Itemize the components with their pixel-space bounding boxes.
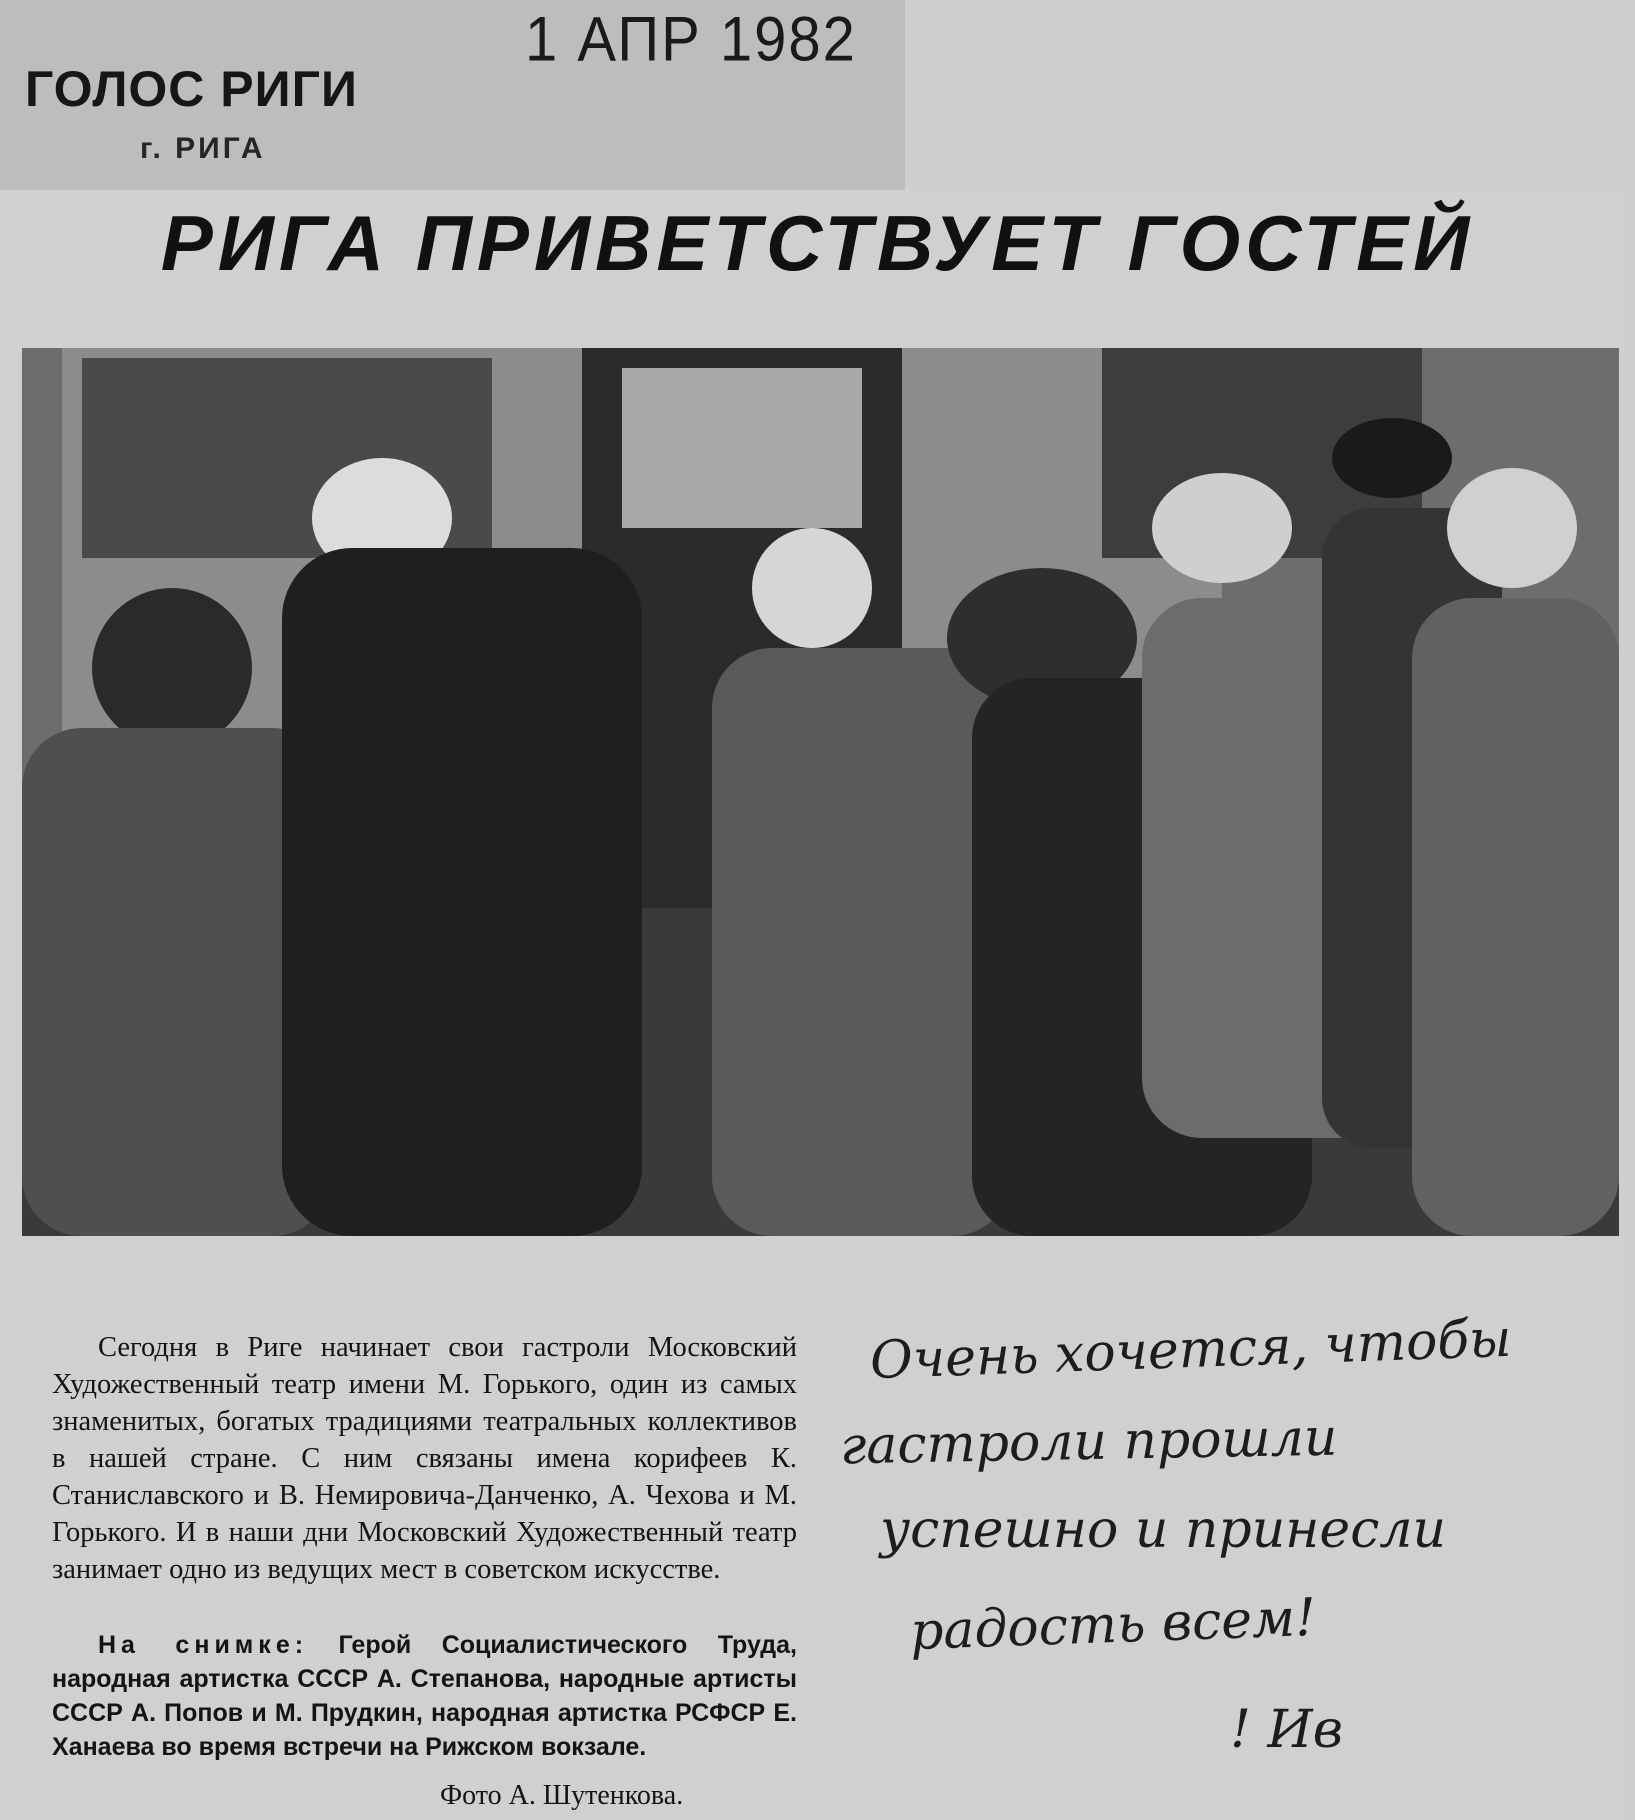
caption-lead: На снимке: bbox=[98, 1631, 309, 1659]
inscription-line: гастроли прошли bbox=[839, 1407, 1338, 1477]
inscription-line: Очень хочется, чтобы bbox=[869, 1308, 1513, 1392]
article-text: Сегодня в Риге начинает свои гастроли Московский Художественный театр имени М. Горького, один из самых знаменитых, богатых традициями театральных коллективов в нашей стране. С ним связаны имена корифеев К. Станиславского и В. Немировича-Данченко, А. Чехова и М. Горького. И в наши дни Московский Художественный театр занимает одно из ведущих мест в советском искусстве. bbox=[52, 1331, 797, 1585]
photo-caption bbox=[52, 1628, 797, 1764]
inscription-line: успешно и принесли bbox=[880, 1500, 1446, 1560]
stamp-date: 1 АПР 1982 bbox=[525, 4, 857, 75]
stamp-newspaper: ГОЛОС РИГИ bbox=[25, 61, 358, 117]
inscription-line: радость всем! bbox=[909, 1587, 1317, 1663]
photo-illustration bbox=[22, 348, 1619, 1236]
stamp-slip bbox=[0, 0, 905, 198]
stamp-city: г. РИГА bbox=[140, 132, 266, 165]
caption-text: Герой Социалистического Труда, народная артистка СССР А. Степанова, народные артисты СССР А. Попов и М. Прудкин, народная артистка РСФСР Е. Ханаева во время встречи на Рижском вокзале. bbox=[52, 1631, 797, 1761]
news-photo bbox=[22, 348, 1619, 1236]
headline: РИГА ПРИВЕТСТВУЕТ ГОСТЕЙ bbox=[160, 199, 1475, 287]
photo-credit: Фото А. Шутенкова. bbox=[440, 1780, 684, 1811]
signature: ! Ив bbox=[1230, 1700, 1344, 1760]
handwritten-inscription bbox=[830, 1308, 1620, 1780]
